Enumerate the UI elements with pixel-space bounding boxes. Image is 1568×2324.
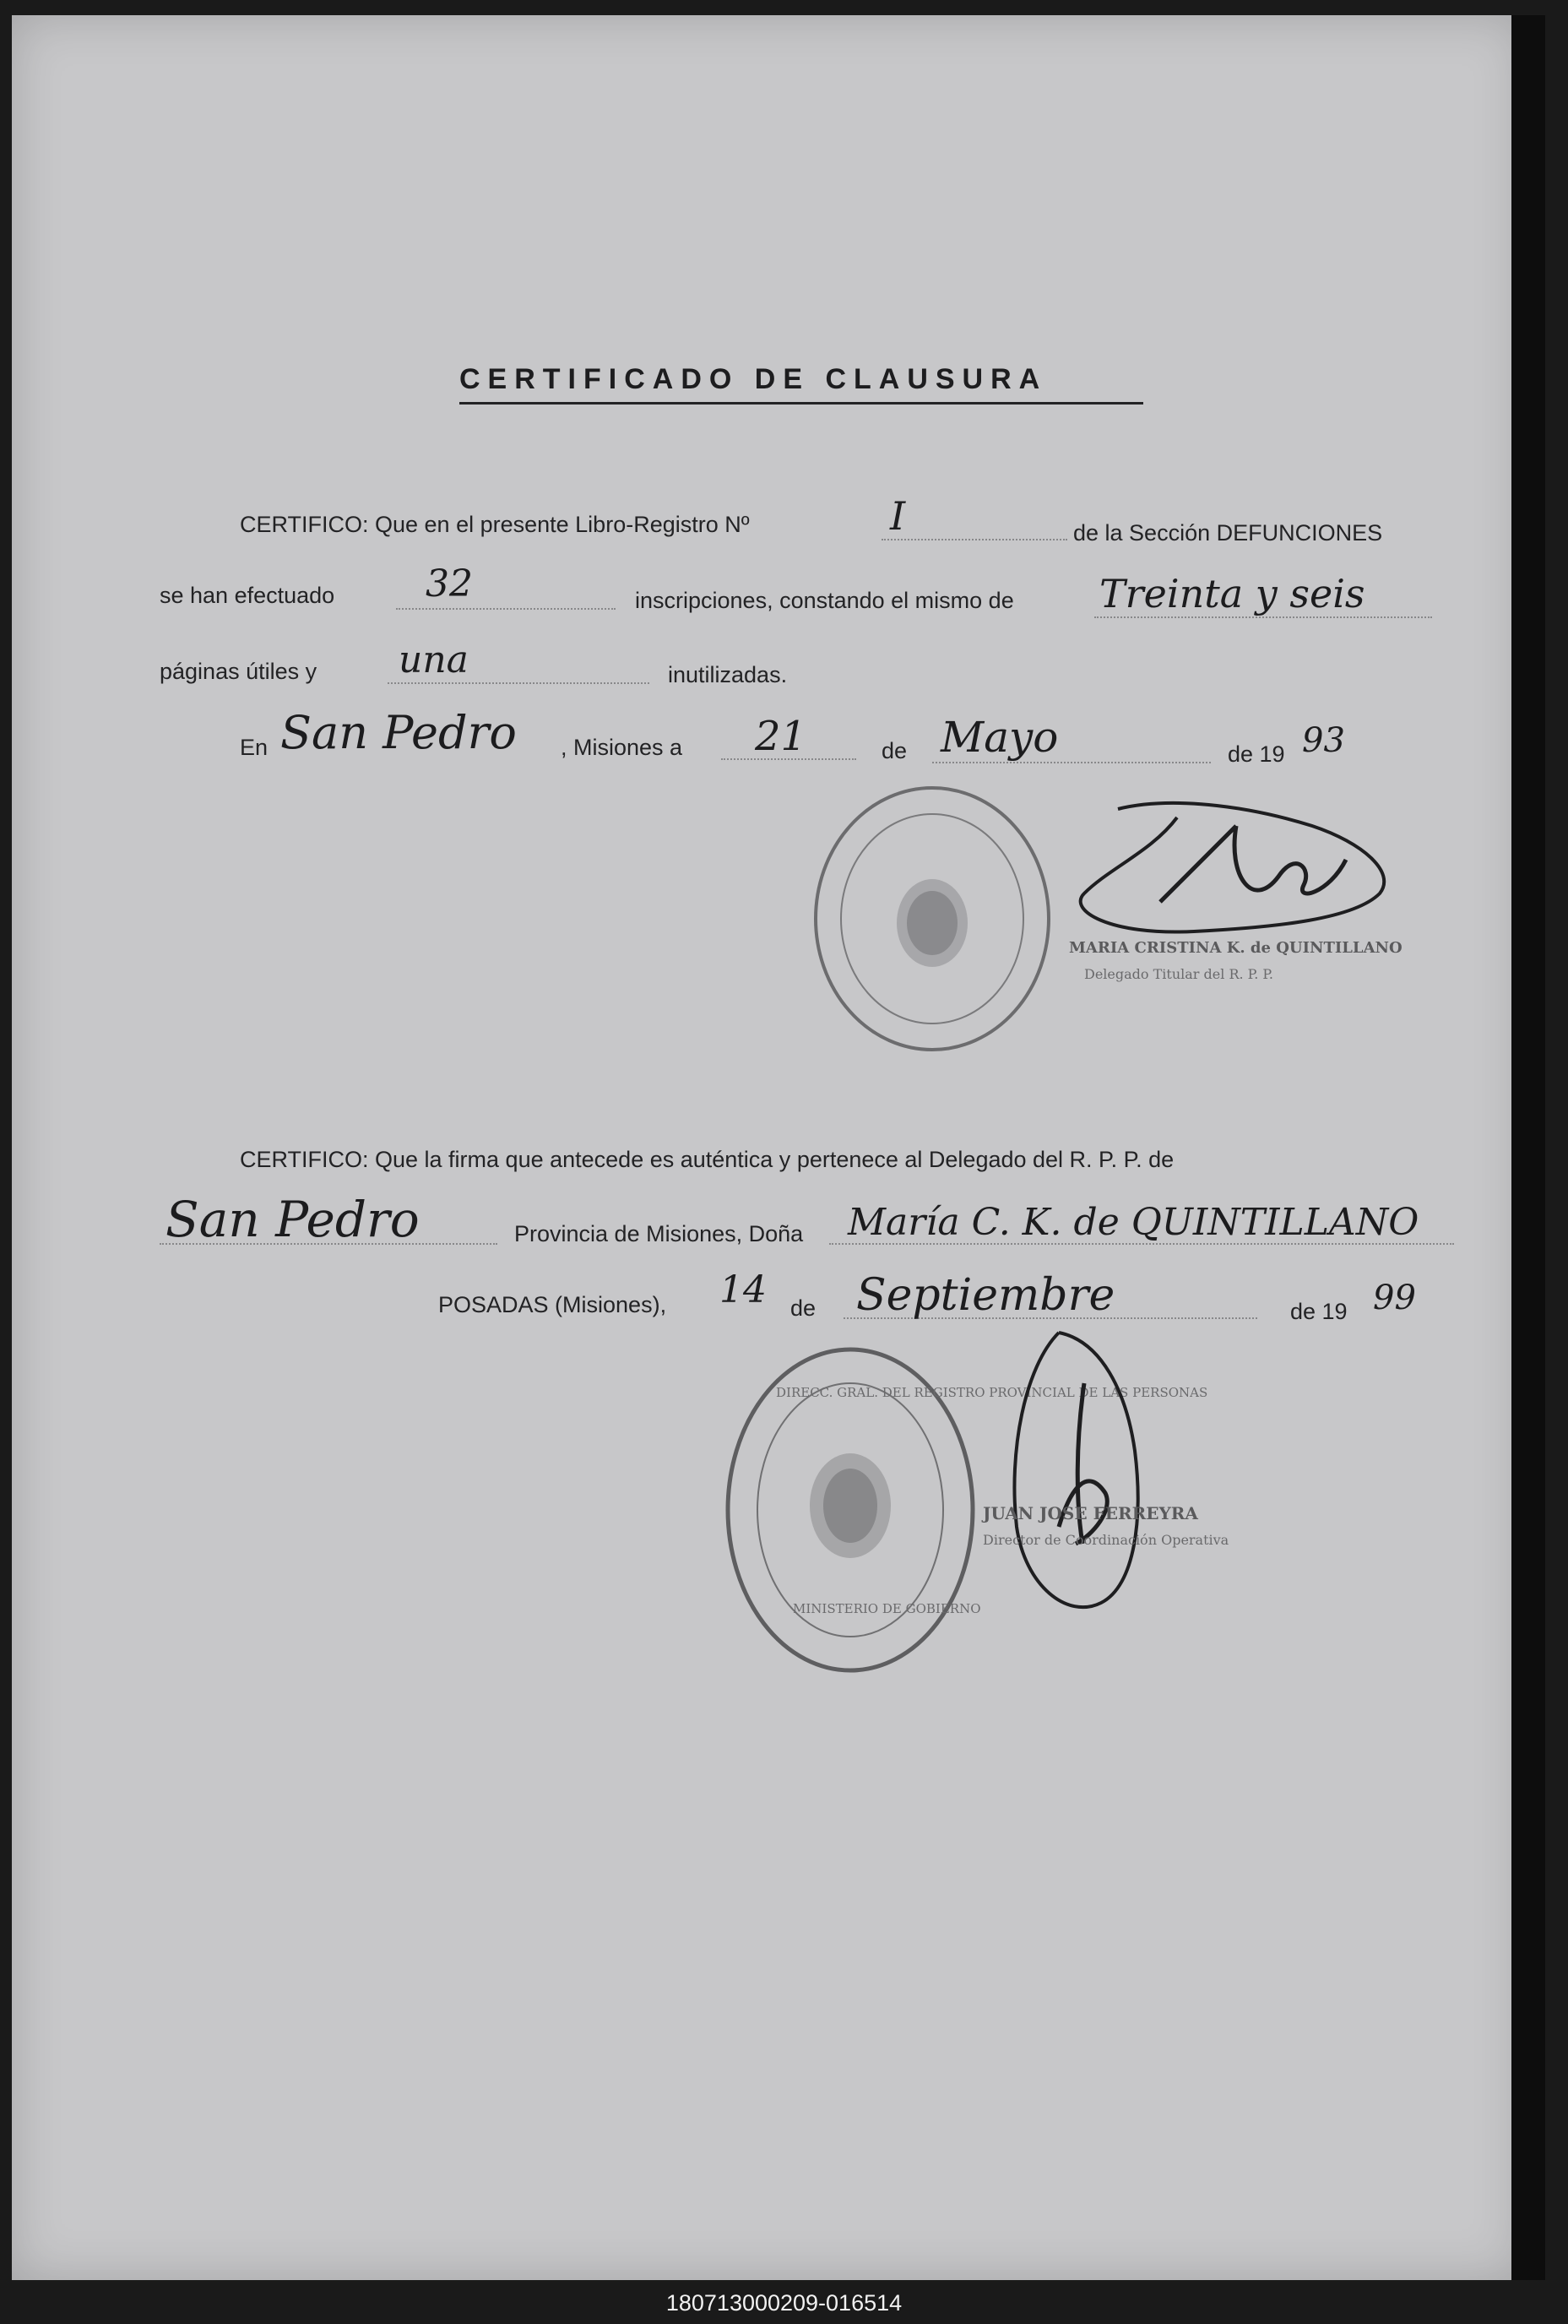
document-id-footer: 180713000209-016514 (665, 2290, 903, 2316)
efectuado-text: se han efectuado (160, 583, 335, 608)
misiones-a-text: , Misiones a (561, 735, 683, 760)
seal-2-text: DIRECC. GRAL. DEL REGISTRO PROVINCIAL DE LAS PERSONAS (776, 1385, 1208, 1400)
certifico-intro: CERTIFICO: Que en el presente Libro-Registro Nº (240, 512, 750, 537)
anio-1: 93 (1302, 721, 1345, 760)
de-text-2: de (790, 1295, 817, 1321)
mes-2: Septiembre (856, 1270, 1115, 1321)
anio-2: 99 (1373, 1279, 1416, 1317)
dia-1: 21 (755, 713, 807, 760)
de-anio-text-1: de 19 (1228, 741, 1285, 767)
document-page (12, 15, 1523, 2280)
certifico-2-text: CERTIFICO: Que la firma que antecede es auténtica y pertenece al Delegado del R. P. P. de (240, 1147, 1175, 1172)
mes-1: Mayo (941, 713, 1059, 762)
lugar-1: San Pedro (280, 706, 517, 759)
inscripciones-text: inscripciones, constando el mismo de (635, 588, 1014, 613)
inutilizadas-count: una (399, 638, 469, 681)
paginas-text: páginas útiles y (160, 659, 317, 684)
inscripciones-count: 32 (426, 562, 473, 605)
libro-numero: I (890, 493, 906, 539)
en-text: En (240, 735, 269, 760)
stamp-1-name: MARIA CRISTINA K. de QUINTILLANO (1069, 939, 1403, 957)
book-spine (1511, 15, 1545, 2280)
dotted-line (932, 762, 1211, 763)
dotted-line (1094, 616, 1432, 618)
de-anio-text-2: de 19 (1290, 1299, 1348, 1324)
stamp-1-role: Delegado Titular del R. P. P. (1084, 966, 1273, 982)
de-text-1: de (882, 738, 908, 763)
dotted-line (882, 539, 1067, 540)
lugar-2: San Pedro (165, 1191, 420, 1248)
posadas-text: POSADAS (Misiones), (438, 1292, 667, 1317)
dotted-line (388, 682, 649, 684)
seccion-text: de la Sección DEFUNCIONES (1073, 520, 1383, 546)
dia-2: 14 (719, 1268, 767, 1311)
signature-2 (991, 1316, 1160, 1637)
provincia-text: Provincia de Misiones, Doña (514, 1221, 804, 1246)
document-title: CERTIFICADO DE CLAUSURA (459, 363, 1048, 395)
oval-seal-1 (806, 779, 1059, 1058)
title-underline (459, 402, 1143, 405)
dotted-line (396, 608, 616, 610)
signature-1 (1059, 792, 1397, 961)
seal-2-inner: MINISTERIO DE GOBIERNO (793, 1601, 981, 1616)
stamp-2-name: JUAN JOSE FERREYRA (983, 1503, 1198, 1523)
paginas-utiles: Treinta y seis (1099, 571, 1365, 616)
nombre-delegado: María C. K. de QUINTILLANO (848, 1201, 1419, 1244)
stamp-2-role: Director de Coordinación Operativa (983, 1532, 1229, 1548)
inutilizadas-text: inutilizadas. (668, 662, 788, 687)
